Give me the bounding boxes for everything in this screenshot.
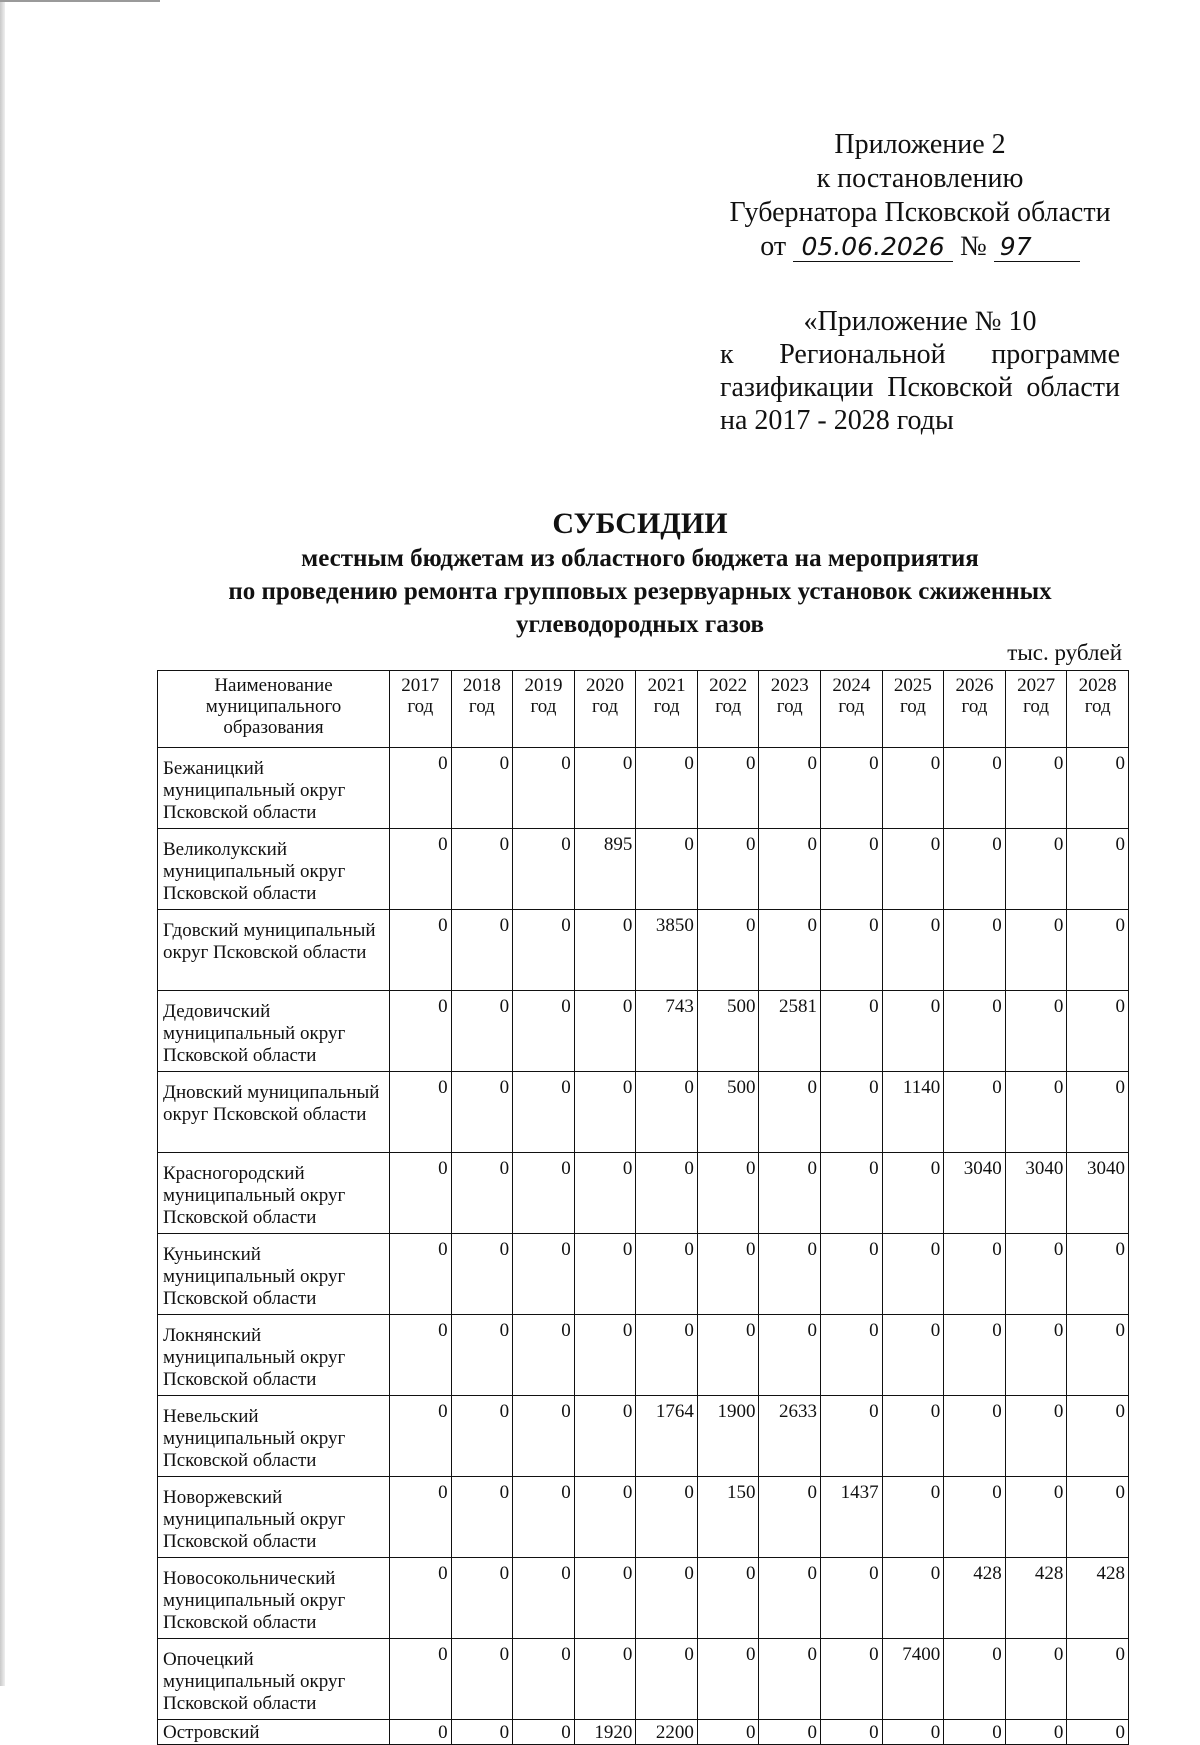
appendix-word: газификации — [720, 372, 874, 403]
subsidy-value: 0 — [944, 1720, 1006, 1745]
subsidy-value: 0 — [759, 1720, 821, 1745]
subsidy-value: 0 — [759, 1477, 821, 1558]
subsidy-value: 1437 — [821, 1477, 883, 1558]
subsidy-value: 0 — [697, 748, 759, 829]
municipality-name: Великолукский муниципальный округ Псковской области — [158, 829, 390, 910]
document-title — [150, 506, 1130, 641]
subsidy-value: 0 — [1005, 829, 1067, 910]
subsidy-value: 0 — [944, 1315, 1006, 1396]
column-header-year: 2024 год — [821, 671, 883, 748]
subsidy-value: 1764 — [636, 1396, 698, 1477]
column-header-year: 2025 год — [882, 671, 944, 748]
appendix-word: Псковской — [887, 372, 1013, 403]
subsidy-value: 0 — [513, 748, 575, 829]
subsidy-value: 0 — [944, 910, 1006, 991]
subsidy-value: 0 — [390, 1477, 452, 1558]
subsidy-value: 0 — [821, 1639, 883, 1720]
subsidy-value: 0 — [882, 1477, 944, 1558]
subsidy-value: 0 — [513, 1234, 575, 1315]
subsidy-value: 0 — [513, 1072, 575, 1153]
subsidy-value: 1140 — [882, 1072, 944, 1153]
subsidy-value: 0 — [451, 910, 513, 991]
subsidy-value: 0 — [574, 1558, 636, 1639]
subsidy-value: 0 — [759, 829, 821, 910]
handwritten-number: 97 — [994, 233, 1080, 262]
subsidy-value: 0 — [759, 1153, 821, 1234]
subsidy-value: 0 — [636, 1153, 698, 1234]
subsidy-value: 0 — [636, 748, 698, 829]
subsidy-value: 0 — [1067, 829, 1129, 910]
title-line-2: местным бюджетам из областного бюджета на мероприятия — [301, 545, 979, 572]
table-header-row — [158, 671, 1129, 748]
header-line-resolution: к постановлению — [816, 163, 1024, 194]
subsidy-value: 0 — [697, 1558, 759, 1639]
subsidy-value: 0 — [574, 748, 636, 829]
subsidy-value: 0 — [513, 1639, 575, 1720]
subsidy-value: 0 — [1067, 1477, 1129, 1558]
subsidy-value: 0 — [1005, 1234, 1067, 1315]
subsidy-value: 0 — [574, 1153, 636, 1234]
subsidy-value: 0 — [1005, 1315, 1067, 1396]
subsidy-value: 0 — [882, 910, 944, 991]
appendix-line-3 — [720, 371, 1120, 404]
subsidy-value: 0 — [821, 1234, 883, 1315]
subsidy-value: 0 — [451, 1153, 513, 1234]
column-header-year: 2026 год — [944, 671, 1006, 748]
subsidy-value: 0 — [759, 1639, 821, 1720]
column-header-year: 2019 год — [513, 671, 575, 748]
municipality-name: Бежаницкий муниципальный округ Псковской области — [158, 748, 390, 829]
subsidy-value: 0 — [451, 1558, 513, 1639]
subsidy-value: 0 — [759, 910, 821, 991]
subsidy-value: 0 — [882, 748, 944, 829]
appendix-line-2 — [720, 338, 1120, 371]
appendix-word: к — [720, 339, 734, 370]
subsidy-value: 0 — [821, 1558, 883, 1639]
subsidy-value: 0 — [944, 1072, 1006, 1153]
municipality-name: Локнянский муниципальный округ Псковской области — [158, 1315, 390, 1396]
subsidy-value: 0 — [390, 748, 452, 829]
subsidy-value: 0 — [697, 829, 759, 910]
subsidy-value: 0 — [759, 1315, 821, 1396]
subsidy-value: 0 — [1005, 1477, 1067, 1558]
subsidy-value: 0 — [513, 1315, 575, 1396]
subsidy-value: 0 — [944, 1396, 1006, 1477]
table-row — [158, 1315, 1129, 1396]
subsidy-value: 3850 — [636, 910, 698, 991]
table-row — [158, 1072, 1129, 1153]
unit-label: тыс. рублей — [1007, 640, 1122, 665]
subsidy-value: 0 — [451, 829, 513, 910]
subsidy-value: 7400 — [882, 1639, 944, 1720]
municipality-name: Невельский муниципальный округ Псковской области — [158, 1396, 390, 1477]
subsidy-value: 0 — [1005, 1396, 1067, 1477]
subsidy-value: 0 — [882, 1396, 944, 1477]
subsidy-value: 0 — [821, 991, 883, 1072]
subsidy-value: 0 — [390, 1072, 452, 1153]
document-header — [720, 128, 1120, 264]
subsidy-value: 0 — [944, 748, 1006, 829]
table-row — [158, 1153, 1129, 1234]
subsidy-value: 0 — [390, 1639, 452, 1720]
subsidy-value: 0 — [451, 1477, 513, 1558]
subsidy-value: 0 — [390, 1315, 452, 1396]
appendix-word: программе — [991, 339, 1120, 370]
subsidy-value: 1920 — [574, 1720, 636, 1745]
subsidy-value: 0 — [574, 1315, 636, 1396]
subsidy-value: 0 — [697, 1720, 759, 1745]
table-row — [158, 748, 1129, 829]
subsidy-value: 0 — [574, 991, 636, 1072]
table-row — [158, 991, 1129, 1072]
subsidy-value: 0 — [574, 910, 636, 991]
column-header-name: Наименование муниципального образования — [158, 671, 390, 748]
date-prefix: от — [760, 231, 787, 262]
subsidy-value: 0 — [390, 1720, 452, 1745]
subsidy-value: 0 — [390, 1396, 452, 1477]
subsidy-value: 0 — [821, 1315, 883, 1396]
column-header-year: 2027 год — [1005, 671, 1067, 748]
header-line-governor: Губернатора Псковской области — [729, 197, 1111, 228]
subsidy-value: 0 — [1005, 1639, 1067, 1720]
subsidy-value: 0 — [882, 1153, 944, 1234]
subsidy-value: 0 — [944, 829, 1006, 910]
municipality-name: Дновский муниципальный округ Псковской области — [158, 1072, 390, 1153]
table-row — [158, 1234, 1129, 1315]
subsidy-value: 0 — [1005, 748, 1067, 829]
subsidy-value: 500 — [697, 991, 759, 1072]
column-header-year: 2028 год — [1067, 671, 1129, 748]
subsidy-value: 0 — [1067, 910, 1129, 991]
subsidy-value: 0 — [697, 1639, 759, 1720]
column-header-year: 2021 год — [636, 671, 698, 748]
subsidy-value: 0 — [1005, 1720, 1067, 1745]
subsidy-value: 0 — [1067, 1315, 1129, 1396]
subsidy-value: 0 — [882, 991, 944, 1072]
municipality-name: Новоржевский муниципальный округ Псковской области — [158, 1477, 390, 1558]
table-row — [158, 829, 1129, 910]
subsidy-value: 500 — [697, 1072, 759, 1153]
subsidy-value: 0 — [1067, 1234, 1129, 1315]
subsidy-value: 0 — [821, 1396, 883, 1477]
subsidy-value: 0 — [1067, 1396, 1129, 1477]
subsidy-value: 0 — [451, 991, 513, 1072]
column-header-year: 2017 год — [390, 671, 452, 748]
subsidy-value: 0 — [513, 910, 575, 991]
subsidy-value: 3040 — [944, 1153, 1006, 1234]
scan-left-edge — [0, 0, 5, 1686]
number-prefix: № — [960, 231, 987, 262]
header-line-appendix: Приложение 2 — [834, 129, 1006, 160]
subsidy-value: 428 — [944, 1558, 1006, 1639]
column-header-year: 2023 год — [759, 671, 821, 748]
subsidy-value: 0 — [759, 748, 821, 829]
subsidy-value: 0 — [451, 1396, 513, 1477]
subsidy-value: 0 — [821, 829, 883, 910]
subsidy-value: 0 — [944, 1477, 1006, 1558]
subsidy-value: 0 — [759, 1234, 821, 1315]
subsidy-value: 428 — [1067, 1558, 1129, 1639]
subsidy-value: 0 — [636, 1315, 698, 1396]
subsidy-value: 0 — [821, 1072, 883, 1153]
subsidy-value: 0 — [821, 748, 883, 829]
subsidy-value: 3040 — [1067, 1153, 1129, 1234]
subsidy-value: 0 — [390, 910, 452, 991]
table-body — [158, 748, 1129, 1745]
subsidy-value: 0 — [636, 1639, 698, 1720]
header-line-date — [720, 230, 1120, 264]
subsidy-value: 0 — [513, 1396, 575, 1477]
municipality-name: Дедовичский муниципальный округ Псковской области — [158, 991, 390, 1072]
subsidy-value: 0 — [574, 1396, 636, 1477]
subsidy-value: 428 — [1005, 1558, 1067, 1639]
title-line-3: по проведению ремонта групповых резервуарных установок сжиженных — [228, 578, 1052, 605]
subsidy-value: 0 — [513, 1720, 575, 1745]
subsidy-value: 0 — [1067, 991, 1129, 1072]
subsidy-value: 0 — [574, 1639, 636, 1720]
subsidy-value: 0 — [574, 1072, 636, 1153]
title-main: СУБСИДИИ — [552, 507, 728, 540]
table-row — [158, 1720, 1129, 1745]
subsidy-value: 0 — [697, 1234, 759, 1315]
subsidy-value: 0 — [390, 1153, 452, 1234]
title-line-4: углеводородных газов — [515, 611, 765, 638]
municipality-name: Опочецкий муниципальный округ Псковской области — [158, 1639, 390, 1720]
appendix-word: области — [1026, 372, 1120, 403]
subsidy-value: 0 — [451, 748, 513, 829]
column-header-year: 2020 год — [574, 671, 636, 748]
subsidy-value: 0 — [390, 991, 452, 1072]
subsidy-value: 0 — [390, 1558, 452, 1639]
subsidy-value: 0 — [882, 1558, 944, 1639]
subsidy-value: 0 — [882, 1720, 944, 1745]
subsidy-value: 895 — [574, 829, 636, 910]
subsidy-value: 0 — [1067, 1720, 1129, 1745]
handwritten-date: 05.06.2026 — [793, 233, 953, 262]
subsidy-value: 2581 — [759, 991, 821, 1072]
column-header-year: 2022 год — [697, 671, 759, 748]
subsidy-value: 0 — [513, 991, 575, 1072]
scan-top-mark — [0, 0, 160, 2]
subsidy-value: 0 — [697, 1315, 759, 1396]
table-row — [158, 1639, 1129, 1720]
subsidy-value: 0 — [513, 1477, 575, 1558]
subsidy-value: 0 — [451, 1234, 513, 1315]
subsidy-value: 0 — [882, 829, 944, 910]
table-row — [158, 910, 1129, 991]
subsidy-value: 0 — [1067, 1072, 1129, 1153]
municipality-name: Новосокольнический муниципальный округ Псковской области — [158, 1558, 390, 1639]
subsidy-value: 0 — [944, 1234, 1006, 1315]
subsidy-value: 0 — [390, 829, 452, 910]
municipality-name: Гдовский муниципальный округ Псковской области — [158, 910, 390, 991]
subsidy-value: 0 — [636, 829, 698, 910]
subsidy-value: 0 — [513, 1153, 575, 1234]
subsidy-value: 0 — [574, 1234, 636, 1315]
subsidy-value: 0 — [1005, 1072, 1067, 1153]
subsidy-value: 0 — [636, 1558, 698, 1639]
subsidy-value: 743 — [636, 991, 698, 1072]
subsidy-value: 0 — [451, 1315, 513, 1396]
table-row — [158, 1396, 1129, 1477]
subsidy-value: 0 — [1067, 748, 1129, 829]
table-row — [158, 1558, 1129, 1639]
subsidy-value: 0 — [390, 1234, 452, 1315]
subsidy-value: 0 — [944, 991, 1006, 1072]
subsidy-value: 0 — [759, 1072, 821, 1153]
subsidy-value: 0 — [636, 1234, 698, 1315]
subsidy-value: 0 — [451, 1072, 513, 1153]
subsidy-value: 0 — [759, 1558, 821, 1639]
municipality-name: Красногородский муниципальный округ Псковской области — [158, 1153, 390, 1234]
subsidy-value: 0 — [1067, 1639, 1129, 1720]
appendix-line-4: на 2017 - 2028 годы — [720, 405, 954, 436]
subsidy-value: 0 — [451, 1720, 513, 1745]
subsidy-value: 0 — [697, 1153, 759, 1234]
subsidy-value: 0 — [513, 1558, 575, 1639]
appendix-word: Региональной — [779, 339, 946, 370]
table-row — [158, 1477, 1129, 1558]
subsidy-value: 0 — [1005, 991, 1067, 1072]
subsidy-value: 2200 — [636, 1720, 698, 1745]
subsidy-value: 3040 — [1005, 1153, 1067, 1234]
subsidy-value: 0 — [821, 1720, 883, 1745]
subsidy-value: 0 — [636, 1072, 698, 1153]
municipality-name: Островский — [158, 1720, 390, 1745]
subsidy-value: 0 — [1005, 910, 1067, 991]
subsidy-value: 0 — [513, 829, 575, 910]
appendix-line-1: «Приложение № 10 — [803, 306, 1037, 337]
subsidy-value: 0 — [636, 1477, 698, 1558]
subsidy-value: 0 — [882, 1315, 944, 1396]
subsidy-value: 0 — [697, 910, 759, 991]
subsidy-value: 0 — [451, 1639, 513, 1720]
subsidy-value: 150 — [697, 1477, 759, 1558]
appendix-reference — [720, 305, 1120, 437]
municipality-name: Куньинский муниципальный округ Псковской области — [158, 1234, 390, 1315]
subsidy-value: 0 — [574, 1477, 636, 1558]
subsidy-value: 0 — [882, 1234, 944, 1315]
subsidies-table — [157, 670, 1129, 1745]
column-header-year: 2018 год — [451, 671, 513, 748]
subsidy-value: 0 — [944, 1639, 1006, 1720]
subsidy-value: 0 — [821, 910, 883, 991]
subsidy-value: 0 — [821, 1153, 883, 1234]
subsidy-value: 1900 — [697, 1396, 759, 1477]
subsidy-value: 2633 — [759, 1396, 821, 1477]
